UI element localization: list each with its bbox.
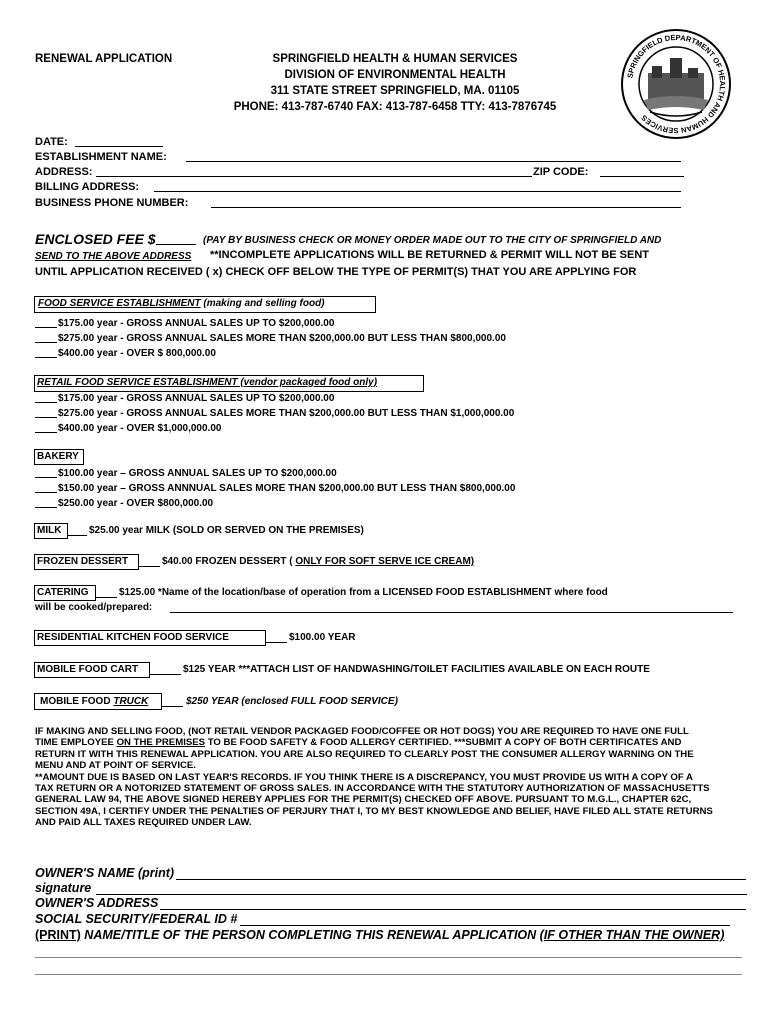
mobile-truck-title	[40, 696, 148, 707]
zip-label: ZIP CODE:	[533, 166, 589, 178]
notice-line: MENU AND AT POINT OF SERVICE.	[35, 760, 196, 772]
owner-address-label: OWNER'S ADDRESS	[35, 896, 159, 910]
date-field[interactable]	[75, 146, 163, 147]
residential-check[interactable]	[265, 642, 287, 643]
residential-option: $100.00 YEAR	[289, 632, 356, 643]
bakery-check-1[interactable]	[35, 477, 57, 478]
bakery-option-1: $100.00 year – GROSS ANNUAL SALES UP TO $200,000.00	[58, 468, 337, 479]
mobile-truck-check[interactable]	[161, 706, 183, 707]
bakery-check-3[interactable]	[35, 507, 57, 508]
bakery-option-3: $250.00 year - OVER $800,000.00	[58, 498, 214, 509]
food-service-check-2[interactable]	[35, 342, 57, 343]
notice-emphasis: ON THE PREMISES	[116, 737, 206, 749]
enclosed-fee-field[interactable]	[156, 244, 196, 245]
residential-title: RESIDENTIAL KITCHEN FOOD SERVICE	[37, 632, 229, 643]
food-service-check-3[interactable]	[35, 357, 57, 358]
notice-line: RETURN IT WITH THIS RENEWAL APPLICATION. YOU ARE ALSO REQUIRED TO CLEARLY POST THE CONSUMER ALLERGY WARNING ON THE	[35, 748, 694, 760]
catering-location-label: will be cooked/prepared:	[35, 602, 153, 613]
food-service-title	[38, 298, 325, 309]
catering-location-field[interactable]	[170, 612, 733, 613]
owner-name-field[interactable]	[176, 879, 746, 880]
catering-check[interactable]	[95, 597, 117, 598]
mobile-truck-option: $250 YEAR (enclosed FULL FOOD SERVICE)	[186, 696, 398, 707]
mobile-cart-title: MOBILE FOOD CART	[37, 664, 139, 675]
establishment-name-field[interactable]	[186, 161, 681, 162]
notice-line: TAX RETURN OR A NOTORIZED STATEMENT OF GROSS SALES. IN ACCORDANCE WITH THE STATUTORY AUTHORIZATION OF MASSACHUSETTS	[35, 783, 710, 795]
owner-name-label: OWNER'S NAME (print)	[35, 866, 175, 880]
bakery-option-2: $150.00 year – GROSS ANNNUAL SALES MORE THAN $200,000.00 BUT LESS THAN $800,000.00	[58, 483, 516, 494]
food-service-option-2: $275.00 year - GROSS ANNUAL SALES MORE THAN $200,000.00 BUT LESS THAN $800,000.00	[58, 333, 506, 344]
mobile-cart-check[interactable]	[149, 674, 181, 675]
bakery-title: BAKERY	[37, 451, 79, 462]
notice-paragraph	[35, 726, 713, 829]
address-field[interactable]	[96, 176, 532, 177]
notice-line: AND PAID ALL TAXES REQUIRED UNDER LAW.	[35, 817, 252, 829]
print-name-field[interactable]	[35, 957, 742, 958]
frozen-dessert-note: ONLY FOR SOFT SERVE ICE CREAM)	[295, 556, 475, 567]
milk-title: MILK	[37, 525, 62, 536]
notice-line: SECTION 49A, I CERTIFY UNDER THE PENALTIES OF PERJURY THAT I, TO MY BEST KNOWLEDGE AND BELIEF, HAVE FILED ALL STATE RETURNS	[35, 805, 713, 817]
mobile-truck-title-a: MOBILE FOOD	[40, 696, 114, 707]
signature-label: signature	[35, 881, 92, 895]
notice-line: IF MAKING AND SELLING FOOD, (NOT RETAIL VENDOR PACKAGED FOOD/COFFEE OR HOT DOGS) YOU ARE REQUIRED TO HAVE ONE FULL	[35, 726, 689, 737]
billing-address-label: BILLING ADDRESS:	[35, 181, 140, 193]
address-label: ADDRESS:	[35, 166, 93, 178]
catering-title: CATERING	[37, 587, 89, 598]
division-name: DIVISION OF ENVIRONMENTAL HEALTH	[284, 69, 506, 81]
frozen-dessert-option	[162, 556, 474, 567]
form-title: RENEWAL APPLICATION	[35, 53, 173, 65]
print-name-text: NAME/TITLE OF THE PERSON COMPLETING THIS RENEWAL APPLICATION (	[80, 928, 544, 942]
business-phone-label: BUSINESS PHONE NUMBER:	[35, 197, 189, 209]
fee-payment-note: (PAY BY BUSINESS CHECK OR MONEY ORDER MADE OUT TO THE CITY OF SPRINGFIELD AND	[203, 235, 662, 246]
milk-option: $25.00 year MILK (SOLD OR SERVED ON THE PREMISES)	[89, 525, 364, 536]
print-name-label	[35, 928, 724, 942]
retail-food-option-3: $400.00 year - OVER $1,000,000.00	[58, 423, 222, 434]
retail-food-check-3[interactable]	[35, 432, 57, 433]
retail-food-option-2: $275.00 year - GROSS ANNUAL SALES MORE THAN $200,000.00 BUT LESS THAN $1,000,000.00	[58, 408, 515, 419]
incomplete-warning: **INCOMPLETE APPLICATIONS WILL BE RETURNED & PERMIT WILL NOT BE SENT	[210, 249, 649, 261]
fee-send-note: SEND TO THE ABOVE ADDRESS	[35, 251, 192, 262]
establishment-name-label: ESTABLISHMENT NAME:	[35, 151, 167, 163]
catering-option: $125.00 *Name of the location/base of operation from a LICENSED FOOD ESTABLISHMENT where food	[119, 587, 608, 598]
signature-field[interactable]	[96, 894, 747, 895]
department-seal-logo	[620, 28, 732, 140]
food-service-option-1: $175.00 year - GROSS ANNUAL SALES UP TO $200,000.00	[58, 318, 335, 329]
frozen-dessert-check[interactable]	[138, 566, 160, 567]
agency-address: 311 STATE STREET SPRINGFIELD, MA. 01105	[270, 85, 520, 97]
enclosed-fee-label: ENCLOSED FEE $	[35, 231, 156, 247]
print-name-condition: IF OTHER THAN THE OWNER)	[543, 928, 725, 942]
print-name-field-2[interactable]	[35, 974, 742, 975]
food-service-check-1[interactable]	[35, 327, 57, 328]
retail-food-title: RETAIL FOOD SERVICE ESTABLISHMENT (vendor packaged food only)	[37, 377, 378, 388]
notice-text: TIME EMPLOYEE	[35, 737, 117, 749]
ssn-field[interactable]	[240, 925, 730, 926]
agency-name: SPRINGFIELD HEALTH & HUMAN SERVICES	[272, 53, 518, 65]
notice-line: **AMOUNT DUE IS BASED ON LAST YEAR'S RECORDS. IF YOU THINK THERE IS A DISCREPANCY, YOU MUST PROVIDE US WITH A COPY OF A	[35, 771, 693, 783]
bakery-check-2[interactable]	[35, 492, 57, 493]
retail-food-check-1[interactable]	[35, 402, 57, 403]
zip-field[interactable]	[600, 176, 684, 177]
billing-address-field[interactable]	[154, 191, 681, 192]
print-label: (PRINT)	[35, 928, 81, 942]
business-phone-field[interactable]	[211, 207, 681, 208]
ssn-label: SOCIAL SECURITY/FEDERAL ID #	[35, 912, 238, 926]
notice-line	[35, 737, 713, 748]
notice-line: GENERAL LAW 94, THE ABOVE SIGNED HEREBY APPLIES FOR THE PERMIT(S) CHECKED OFF ABOVE. PURSUANT TO M.G.L., CHAPTER 62C,	[35, 794, 692, 806]
frozen-dessert-title: FROZEN DESSERT	[37, 556, 129, 567]
food-service-title-text: FOOD SERVICE ESTABLISHMENT	[38, 298, 201, 309]
milk-check[interactable]	[67, 535, 87, 536]
retail-food-check-2[interactable]	[35, 417, 57, 418]
retail-food-option-1: $175.00 year - GROSS ANNUAL SALES UP TO $200,000.00	[58, 393, 335, 404]
mobile-truck-title-b: TRUCK	[113, 696, 149, 707]
svg-text:SPRINGFIELD DEPARTMENT OF HEAL: SPRINGFIELD DEPARTMENT OF HEALTH AND HUMAN SERVICES	[625, 32, 728, 136]
check-off-instruction: UNTIL APPLICATION RECEIVED ( x) CHECK OFF BELOW THE TYPE OF PERMIT(S) THAT YOU ARE APPLYING FOR	[35, 266, 637, 278]
mobile-cart-option: $125 YEAR ***ATTACH LIST OF HANDWASHING/TOILET FACILITIES AVAILABLE ON EACH ROUTE	[183, 664, 650, 675]
agency-contact: PHONE: 413-787-6740 FAX: 413-787-6458 TTY: 413-7876745	[233, 101, 557, 113]
frozen-dessert-text: $40.00 FROZEN DESSERT (	[162, 556, 296, 567]
food-service-subtitle: (making and selling food)	[200, 298, 325, 309]
food-service-option-3: $400.00 year - OVER $ 800,000.00	[58, 348, 216, 359]
date-label: DATE:	[35, 136, 68, 148]
owner-address-field[interactable]	[160, 909, 746, 910]
notice-text: TO BE FOOD SAFETY & FOOD ALLERGY CERTIFIED. ***SUBMIT A COPY OF BOTH CERTIFICATES AND	[205, 737, 682, 749]
